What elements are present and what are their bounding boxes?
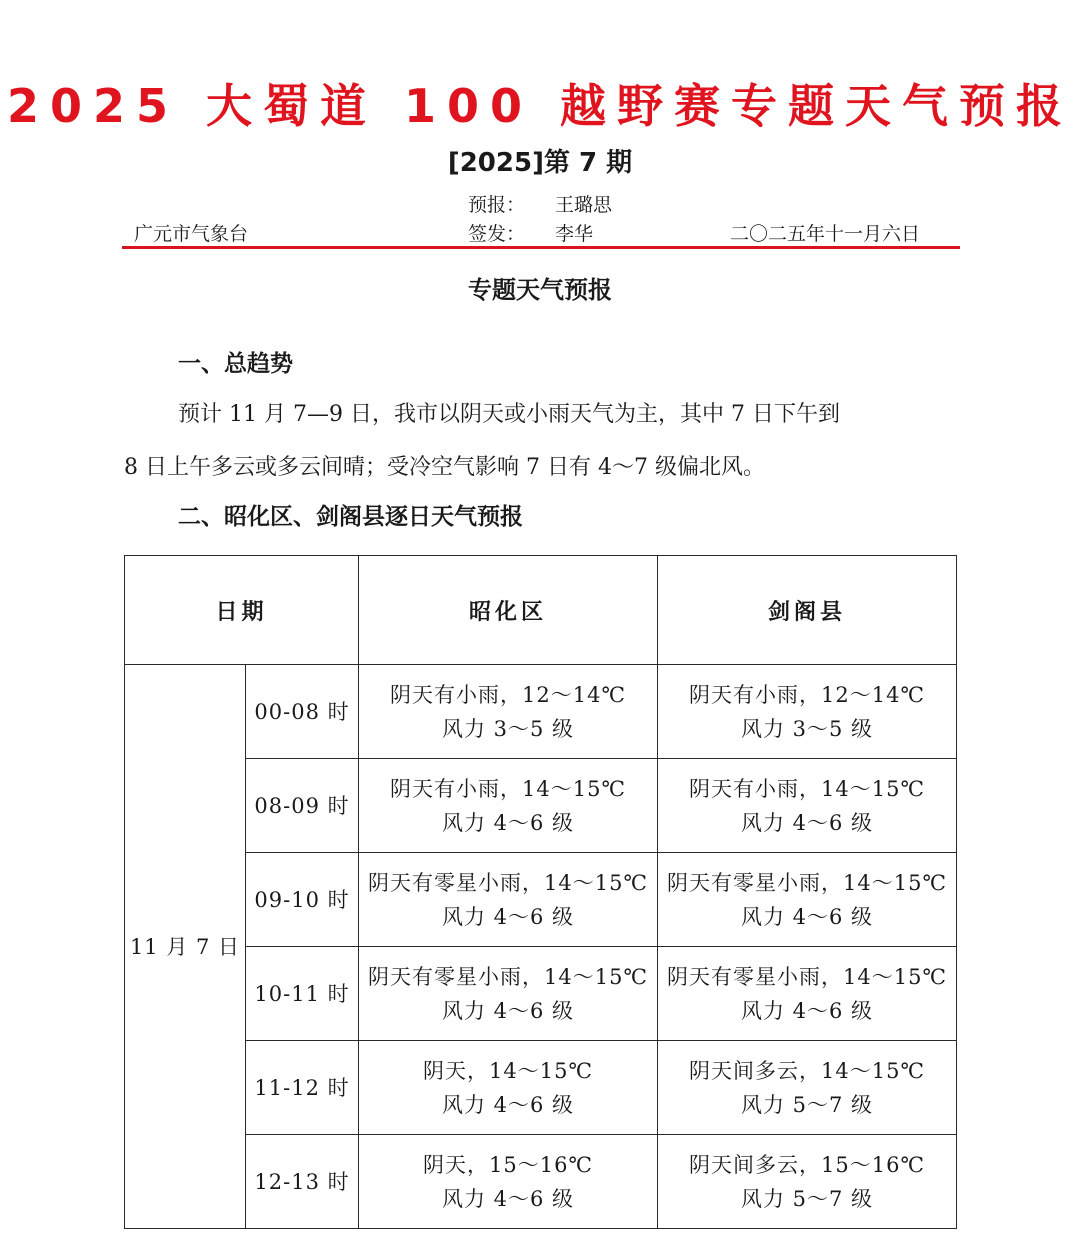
agency-name: 广元市气象台 xyxy=(134,223,249,245)
zhaohua-weather: 阴天有小雨，14～15℃ xyxy=(390,776,626,801)
trend-text-line-2: 8 日上午多云或多云间晴；受冷空气影响 7 日有 4～7 级偏北风。 xyxy=(124,455,765,480)
time-slot: 12-13 时 xyxy=(246,1135,359,1229)
jiange-wind: 风力 3～5 级 xyxy=(740,716,874,741)
table-row xyxy=(125,1041,957,1135)
zhaohua-weather: 阴天有零星小雨，14～15℃ xyxy=(368,964,648,989)
zhaohua-cell xyxy=(359,759,658,853)
table-row xyxy=(125,1135,957,1229)
jiange-weather: 阴天有小雨，14～15℃ xyxy=(689,776,925,801)
header-date: 日期 xyxy=(125,556,359,665)
issue-number: [2025]第 7 期 xyxy=(447,148,633,178)
jiange-wind: 风力 4～6 级 xyxy=(740,810,874,835)
time-slot: 10-11 时 xyxy=(246,947,359,1041)
jiange-weather: 阴天间多云，15～16℃ xyxy=(689,1152,925,1177)
jiange-cell xyxy=(658,853,957,947)
forecaster-label: 预报： xyxy=(468,194,526,216)
issuer-label: 签发： xyxy=(468,223,526,245)
jiange-weather: 阴天间多云，14～15℃ xyxy=(689,1058,925,1083)
zhaohua-cell xyxy=(359,665,658,759)
zhaohua-weather: 阴天，15～16℃ xyxy=(423,1152,593,1177)
jiange-wind: 风力 5～7 级 xyxy=(740,1186,874,1211)
time-slot: 09-10 时 xyxy=(246,853,359,947)
header-divider xyxy=(122,246,960,249)
issuer-name: 李华 xyxy=(555,223,594,245)
jiange-cell xyxy=(658,1135,957,1229)
header-zhaohua: 昭化区 xyxy=(359,556,658,665)
date-cell: 11 月 7 日 xyxy=(125,665,246,1229)
table-row xyxy=(125,759,957,853)
forecaster-name: 王璐思 xyxy=(555,194,613,216)
zhaohua-weather: 阴天有零星小雨，14～15℃ xyxy=(368,870,648,895)
jiange-weather: 阴天有小雨，12～14℃ xyxy=(689,682,925,707)
zhaohua-wind: 风力 4～6 级 xyxy=(441,810,575,835)
table-row xyxy=(125,665,957,759)
zhaohua-cell xyxy=(359,853,658,947)
jiange-cell xyxy=(658,759,957,853)
jiange-wind: 风力 5～7 级 xyxy=(740,1092,874,1117)
daily-forecast-heading: 二、昭化区、剑阁县逐日天气预报 xyxy=(178,504,523,530)
zhaohua-weather: 阴天，14～15℃ xyxy=(423,1058,593,1083)
table-header-row xyxy=(125,556,957,665)
jiange-cell xyxy=(658,665,957,759)
zhaohua-wind: 风力 4～6 级 xyxy=(441,998,575,1023)
forecaster-line xyxy=(468,192,612,218)
zhaohua-wind: 风力 4～6 级 xyxy=(441,904,575,929)
time-slot: 00-08 时 xyxy=(246,665,359,759)
zhaohua-wind: 风力 4～6 级 xyxy=(441,1186,575,1211)
document-title: 2025 大蜀道 100 越野赛专题天气预报 xyxy=(6,79,1074,133)
jiange-wind: 风力 4～6 级 xyxy=(740,998,874,1023)
section-heading: 专题天气预报 xyxy=(468,276,612,304)
jiange-weather: 阴天有零星小雨，14～15℃ xyxy=(667,964,947,989)
zhaohua-cell xyxy=(359,1041,658,1135)
time-slot: 11-12 时 xyxy=(246,1041,359,1135)
jiange-weather: 阴天有零星小雨，14～15℃ xyxy=(667,870,947,895)
trend-heading: 一、总趋势 xyxy=(178,351,293,377)
issue-date: 二〇二五年十一月六日 xyxy=(730,223,921,245)
header-jiange: 剑阁县 xyxy=(658,556,957,665)
zhaohua-cell xyxy=(359,1135,658,1229)
issuer-line xyxy=(468,221,593,247)
forecast-table xyxy=(124,555,957,1229)
jiange-wind: 风力 4～6 级 xyxy=(740,904,874,929)
jiange-cell xyxy=(658,947,957,1041)
time-slot: 08-09 时 xyxy=(246,759,359,853)
trend-text-line-1: 预计 11 月 7—9 日，我市以阴天或小雨天气为主，其中 7 日下午到 xyxy=(178,402,840,427)
table-row xyxy=(125,947,957,1041)
zhaohua-weather: 阴天有小雨，12～14℃ xyxy=(390,682,626,707)
jiange-cell xyxy=(658,1041,957,1135)
zhaohua-wind: 风力 4～6 级 xyxy=(441,1092,575,1117)
zhaohua-wind: 风力 3～5 级 xyxy=(441,716,575,741)
table-row xyxy=(125,853,957,947)
zhaohua-cell xyxy=(359,947,658,1041)
